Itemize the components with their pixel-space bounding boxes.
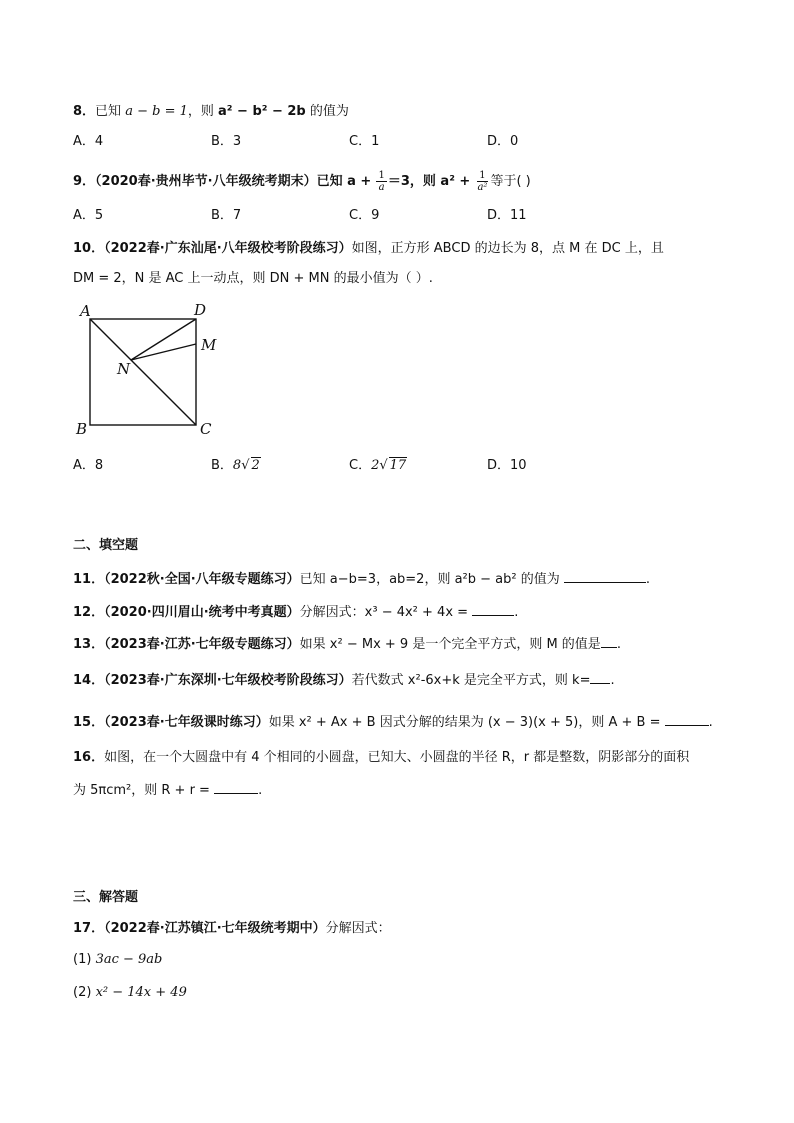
question-end: . <box>708 715 713 730</box>
question-end: . <box>258 783 263 798</box>
question-text: 为 5πcm²，则 R + r = <box>73 783 210 798</box>
option-c <box>349 457 407 475</box>
question-source: （2023春·七年级课时练习） <box>104 715 269 730</box>
fraction-numerator: 1 <box>479 170 486 181</box>
radicand: 2 <box>251 458 260 473</box>
option-a: A．4 <box>73 134 104 149</box>
label-d: D <box>194 301 207 319</box>
option-a: A．5 <box>73 208 104 223</box>
question-source: （2022春·广东汕尾·八年级校考阶段练习） <box>104 241 352 256</box>
question-11 <box>73 569 650 589</box>
question-9 <box>73 170 531 193</box>
question-number: 15． <box>73 715 105 730</box>
option-label: B． <box>211 458 233 473</box>
question-text: 如图，正方形 ABCD 的边长为 8，点 M 在 DC 上，且 <box>351 241 664 256</box>
question-source: （2020春·贵州毕节·八年级统考期末） <box>95 174 317 189</box>
section-title: 三、解答题 <box>73 890 139 905</box>
question-source: （2022秋·全国·八年级专题练习） <box>104 572 300 587</box>
option-d: D．11 <box>487 208 527 223</box>
answer-blank[interactable] <box>472 602 514 616</box>
question-text: 分解因式：x³ − 4x² + 4x = <box>299 605 469 620</box>
question-number: 14． <box>73 673 105 688</box>
question-end: . <box>610 673 615 688</box>
question-text: 如果 x² − Mx + 9 是一个完全平方式，则 M 的值是 <box>299 637 601 652</box>
label-b: B <box>76 420 88 438</box>
question-text: 已知 a + <box>316 174 372 189</box>
question-text: ＝3，则 a² + <box>387 174 471 189</box>
question-13 <box>73 634 621 654</box>
question-text: 分解因式： <box>325 921 391 936</box>
question-10 <box>73 240 664 258</box>
option-a: A．8 <box>73 458 104 473</box>
answer-blank[interactable] <box>601 634 617 648</box>
question-17-part-2 <box>73 984 187 1002</box>
diagonal-ac <box>90 319 196 425</box>
fraction-denominator: a <box>378 182 385 193</box>
answer-blank[interactable] <box>665 712 709 726</box>
fraction <box>475 170 489 193</box>
question-source: （2023春·江苏·七年级专题练习） <box>104 637 300 652</box>
question-text: 已知 <box>95 104 122 119</box>
label-a: A <box>80 302 91 320</box>
question-15 <box>73 712 713 732</box>
question-text: 如图，在一个大圆盘中有 4 个相同的小圆盘，已知大、小圆盘的半径 R，r 都是整数，阴影部分的面积 <box>104 750 690 765</box>
question-8 <box>73 103 349 121</box>
question-14 <box>73 670 615 690</box>
question-number: 17． <box>73 921 105 936</box>
option-b: B．3 <box>211 134 242 149</box>
part-label: (1) <box>73 952 92 967</box>
question-source: （2023春·广东深圳·七年级校考阶段练习） <box>104 673 352 688</box>
question-text: 如果 x² + Ax + B 因式分解的结果为 (x − 3)(x + 5)，则 A + B = <box>268 715 661 730</box>
question-source: （2020·四川眉山·统考中考真题） <box>104 605 300 620</box>
option-label: C． <box>349 458 372 473</box>
segment-dn <box>131 319 196 360</box>
label-m: M <box>201 336 217 354</box>
question-number: 8． <box>73 104 96 119</box>
part-label: (2) <box>73 985 92 1000</box>
question-number: 10． <box>73 241 105 256</box>
question-number: 9． <box>73 174 96 189</box>
option-d: D．10 <box>487 458 527 473</box>
label-n: N <box>117 360 131 378</box>
answer-blank[interactable] <box>214 780 258 794</box>
math-expression: 3ac − 9ab <box>95 952 163 967</box>
math-condition: a − b = 1 <box>125 104 188 119</box>
question-12 <box>73 602 518 622</box>
answer-blank[interactable] <box>564 569 646 583</box>
option-d: D．0 <box>487 134 519 149</box>
math-expression: x² − 14x + 49 <box>95 985 187 1000</box>
option-c: C．9 <box>349 208 380 223</box>
question-17-part-1 <box>73 951 162 969</box>
question-number: 16． <box>73 750 105 765</box>
option-c: C．1 <box>349 134 380 149</box>
radical-coefficient: 2 <box>371 458 380 473</box>
question-16 <box>73 749 689 767</box>
question-text: 若代数式 x²-6x+k 是完全平方式，则 k= <box>351 673 591 688</box>
radical-coefficient: 8 <box>232 458 242 473</box>
question-text: 已知 a−b=3，ab=2，则 a²b − ab² 的值为 <box>299 572 560 587</box>
fraction-numerator: 1 <box>378 170 385 181</box>
question-text: ，则 <box>187 104 214 119</box>
question-end: . <box>645 572 651 587</box>
question-number: 12． <box>73 605 105 620</box>
question-17 <box>73 920 391 938</box>
math-expression: a² − b² − 2b <box>218 104 306 119</box>
question-16-line2 <box>73 780 262 800</box>
option-b: B．7 <box>211 208 242 223</box>
question-source: （2022春·江苏镇江·七年级统考期中） <box>104 921 326 936</box>
fraction <box>376 170 386 193</box>
question-10-line2: DM = 2，N 是 AC 上一动点，则 DN + MN 的最小值为（ ）. <box>73 271 433 286</box>
radicand: 17 <box>389 458 407 473</box>
option-b <box>211 457 261 475</box>
answer-blank[interactable] <box>590 670 610 684</box>
question-number: 13． <box>73 637 105 652</box>
square-figure <box>70 296 230 441</box>
sqrt-icon: √ <box>241 458 250 473</box>
question-end: . <box>514 605 519 620</box>
question-end: . <box>616 637 621 652</box>
segment-mn <box>131 344 196 360</box>
label-c: C <box>200 420 212 438</box>
question-text: 的值为 <box>309 104 349 119</box>
question-text: 等于( ) <box>490 174 531 189</box>
question-number: 11． <box>73 572 105 587</box>
section-title: 二、填空题 <box>73 538 139 553</box>
sqrt-icon: √ <box>379 458 388 473</box>
fraction-denominator: a² <box>477 182 488 193</box>
